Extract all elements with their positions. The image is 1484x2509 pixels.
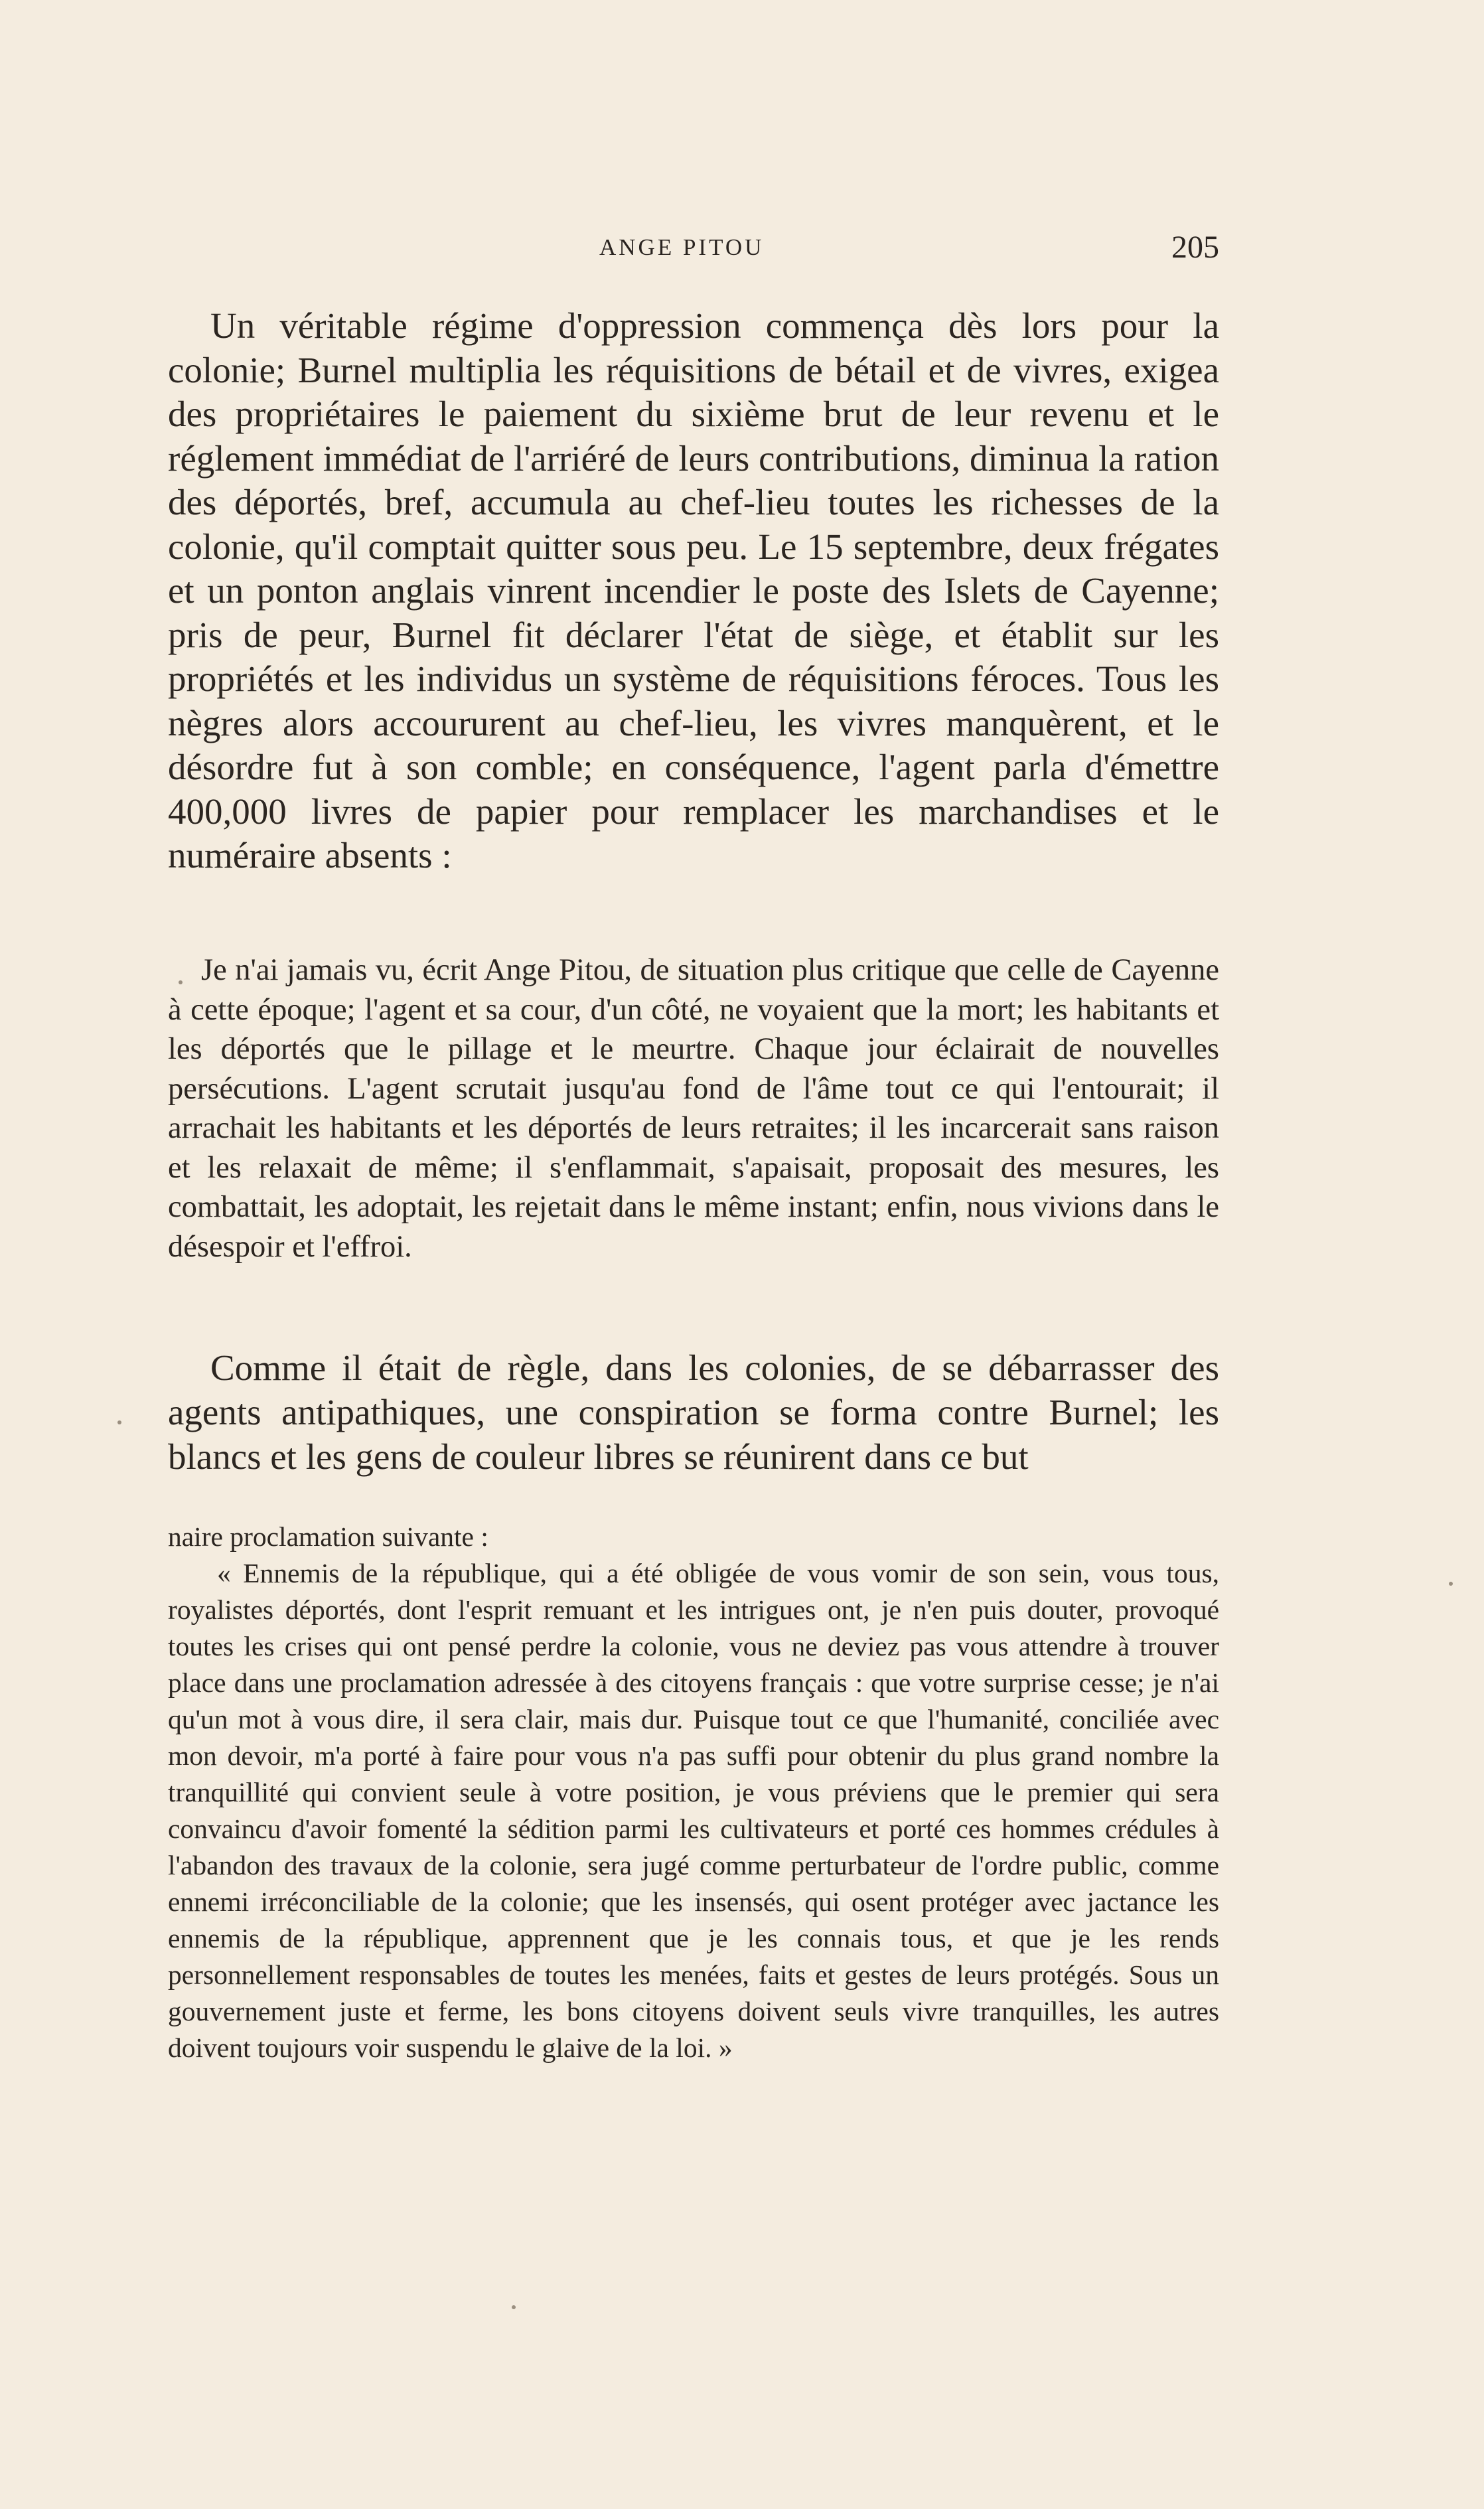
block-quotation: Je n'ai jamais vu, écrit Ange Pitou, de situation plus critique que celle de Cayenne à cette époque; l'agent et sa cour, d'un côté, ne voyaient que la mort; les habitants et les déportés que le pillage et le meurtre. Chaque jour éclairait de nouvelles persécutions. L'agent scrutait jusqu'au fond de l'âme tout ce qui l'entourait; il arrachait les habitants et les déportés de leurs retraites; il les incarcerait sans raison et les relaxait de même; il s'enflammait, s'apaisait, proposait des mesures, les combattait, les adoptait, les rejetait dans le même instant; enfin, nous vivions dans le désespoir et l'effroi. bbox=[168, 953, 1219, 1264]
paper-speck bbox=[117, 1420, 121, 1424]
body-paragraph-1: Un véritable régime d'oppression commença dès lors pour la colonie; Burnel multiplia les réquisitions de bétail et de vivres, exigea des propriétaires le paiement du sixième brut de leur revenu et le réglement immédiat de l'arriéré de leurs contributions, diminua la ration des déportés, bref, accumula au chef-lieu toutes les richesses de la colonie, qu'il comptait quitter sous peu. Le 15 septembre, deux frégates et un ponton anglais vinrent incendier le poste des Islets de Cayenne; pris de peur, Burnel fit déclarer l'état de siège, et établit sur les propriétés et les individus un système de réquisitions féroces. Tous les nègres alors accoururent au chef-lieu, les vivres manquèrent, et le désordre fut à son comble; en conséquence, l'agent parla d'émettre 400,000 livres de papier pour remplacer les marchandises et le numéraire absents : bbox=[168, 305, 1219, 875]
footnote-lead: naire proclamation suivante : bbox=[168, 1521, 488, 1552]
paper-speck bbox=[1449, 1582, 1453, 1586]
page-header bbox=[168, 229, 1219, 269]
footnote bbox=[168, 1519, 1219, 2066]
footnote-body: « Ennemis de la république, qui a été obligée de vous vomir de son sein, vous tous, royalistes déportés, dont l'esprit remuant et les intrigues ont, je n'en puis douter, provoqué toutes les crises qui ont pensé perdre la colonie, vous ne deviez pas vous attendre à trouver place dans une proclamation adressée à des citoyens français : que votre surprise cesse; je n'ai qu'un mot à vous dire, il sera clair, mais dur. Puisque tout ce que l'humanité, conciliée avec mon devoir, m'a porté à faire pour vous n'a pas suffi pour obtenir du plus grand nombre la tranquillité qui convient seule à votre position, je vous préviens que le premier qui sera convaincu d'avoir fomenté la sédition parmi les cultivateurs et porté ces hommes crédules à l'abandon des travaux de la colonie, sera jugé comme perturbateur de l'ordre public, comme ennemi irréconciliable de la colonie; que les insensés, qui osent protéger avec jactance les ennemis de la république, apprennent que je les connais tous, et que je les rends personnellement responsables de toutes les menées, faits et gestes de leurs protégés. Sous un gouvernement juste et ferme, les bons citoyens doivent seuls vivre tranquilles, les autres doivent toujours voir suspendu le glaive de la loi. » bbox=[168, 1558, 1219, 2063]
page-number: 205 bbox=[1171, 230, 1219, 265]
running-title: ANGE PITOU bbox=[599, 234, 765, 260]
body-paragraph-2: Comme il était de règle, dans les colonies, de se débarrasser des agents antipathiques, une conspiration se forma contre Burnel; les blancs et les gens de couleur libres se réunirent dans ce but bbox=[168, 1347, 1219, 1477]
paper-speck bbox=[512, 2305, 516, 2309]
paper-speck bbox=[179, 980, 183, 984]
